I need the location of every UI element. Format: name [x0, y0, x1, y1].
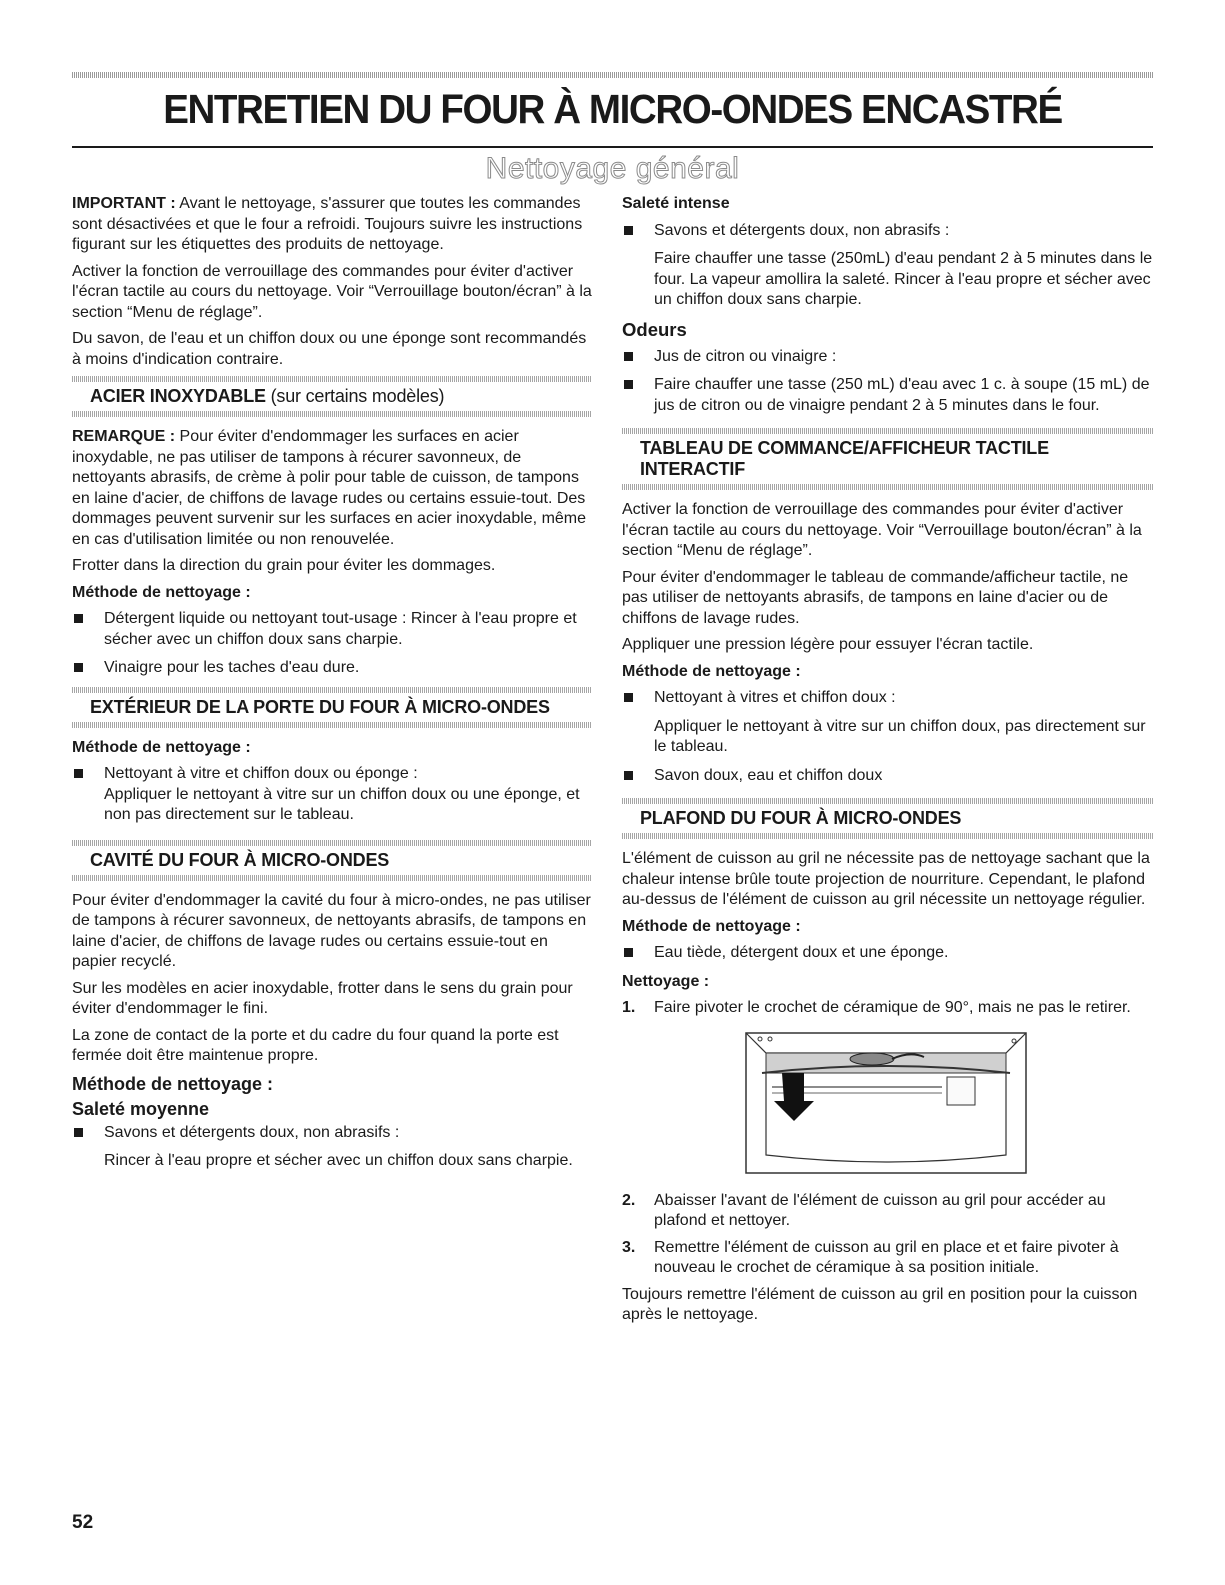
- method-label: Méthode de nettoyage :: [622, 662, 801, 680]
- hatch-rule: [72, 875, 592, 881]
- cavity-paragraph: Sur les modèles en acier inoxydable, frotter dans le sens du grain pour éviter d'endommager le fini.: [72, 979, 573, 1017]
- important-text: Avant le nettoyage, s'assurer que toutes les commandes sont désactivées et que le four a refroidi. Toujours suivre les instructions figurant sur les étiquettes des produits de nettoyage.: [72, 195, 583, 253]
- section-title: Nettoyage général: [485, 152, 740, 185]
- step-number: 3.: [622, 1238, 636, 1256]
- list-item: Savon doux, eau et chiffon doux: [622, 766, 1153, 787]
- stainless-heading-main: ACIER INOXYDABLE: [90, 386, 266, 406]
- important-paragraph: [72, 194, 592, 256]
- page-title: ENTRETIEN DU FOUR À MICRO-ONDES ENCASTRÉ: [163, 86, 1062, 132]
- step-text: Abaisser l'avant de l'élément de cuisson au gril pour accéder au plafond et nettoyer.: [654, 1191, 1106, 1229]
- panel-paragraph: Activer la fonction de verrouillage des commandes pour éviter d'activer l'écran tactile au cours du nettoyage. Voir “Verrouillage bouton/écran” à la section “Menu de réglage”.: [622, 501, 1142, 559]
- step-number: 2.: [622, 1191, 636, 1209]
- list-item: Vinaigre pour les taches d'eau dure.: [72, 658, 592, 679]
- closing-paragraph: Toujours remettre l'élément de cuisson au gril en position pour la cuisson après le nettoyage.: [622, 1285, 1138, 1323]
- heavy-soil-label: Saleté intense: [622, 195, 730, 212]
- list-item: Savons et détergents doux, non abrasifs :: [622, 221, 1153, 242]
- door-heading: EXTÉRIEUR DE LA PORTE DU FOUR À MICRO-ONDES: [90, 696, 550, 717]
- ceiling-heading-box: [622, 798, 1153, 839]
- list-item-title: Nettoyant à vitre et chiffon doux ou éponge :: [104, 765, 418, 782]
- list-item: Savons et détergents doux, non abrasifs :: [72, 1123, 592, 1144]
- list-item: Détergent liquide ou nettoyant tout-usage : Rincer à l'eau propre et sécher avec un chiffon doux sans charpie.: [72, 609, 592, 650]
- moderate-soil-label: Saleté moyenne: [72, 1098, 210, 1119]
- cavity-paragraph: Pour éviter d'endommager la cavité du four à micro-ondes, ne pas utiliser de tampons à récurer savonneux, de nettoyants abrasifs, de tampons en laine d'acier, de chiffons de lavage rudes ou certains essuie-tout en papier recyclé.: [72, 891, 591, 970]
- lock-paragraph: Activer la fonction de verrouillage des commandes pour éviter d'activer l'écran tactile au cours du nettoyage. Voir “Verrouillage bouton/écran” à la section “Menu de réglage”.: [72, 262, 592, 321]
- hatch-rule: [622, 484, 1153, 490]
- panel-heading: TABLEAU DE COMMANCE/AFFICHEUR TACTILE INTERACTIF: [640, 438, 1049, 479]
- door-heading-box: [72, 687, 592, 728]
- cavity-heading-box: [72, 840, 592, 881]
- stainless-heading-sub: (sur certains modèles): [265, 386, 445, 406]
- list-item: Nettoyant à vitres et chiffon doux :: [622, 688, 1153, 709]
- soap-paragraph: Du savon, de l'eau et un chiffon doux ou une éponge sont recommandés à moins d'indication contraire.: [72, 330, 587, 368]
- top-hatch-bar: [72, 72, 1153, 78]
- note-text: Pour éviter d'endommager les surfaces en acier inoxydable, ne pas utiliser de tampons à récurer savonneux, de nettoyants abrasifs, de crème à polir pour table de cuisson, de tampons en laine d'acier, de chiffons de lavage rudes ou certains essuie-tout. Des dommages peuvent survenir sur les surfaces en acier inoxydable, même en cas d'utilisation limitée ou non renouvelée.: [72, 428, 587, 548]
- step-text: Remettre l'élément de cuisson au gril en place et et faire pivoter à nouveau le crochet de céramique à sa position initiale.: [654, 1238, 1119, 1276]
- ceiling-paragraph: L'élément de cuisson au gril ne nécessite pas de nettoyage sachant que la chaleur intense brûle toute projection de nourriture. Cependant, le plafond au-dessus de l'élément de cuisson au gril nécessite un nettoyage régulier.: [622, 850, 1150, 908]
- panel-paragraph: Pour éviter d'endommager le tableau de commande/afficheur tactile, ne pas utiliser de nettoyants abrasifs, de tampons en laine d'acier ou de chiffons de lavage rudes.: [622, 568, 1129, 627]
- odors-label: Odeurs: [622, 318, 687, 340]
- cavity-heading: CAVITÉ DU FOUR À MICRO-ONDES: [90, 849, 390, 870]
- step-item: [622, 1238, 1153, 1279]
- important-label: IMPORTANT :: [72, 195, 176, 212]
- hatch-rule: [72, 376, 592, 382]
- hatch-rule: [72, 411, 592, 417]
- ceiling-heading: PLAFOND DU FOUR À MICRO-ONDES: [640, 808, 962, 828]
- hatch-rule: [72, 722, 592, 728]
- method-label: Méthode de nettoyage :: [72, 738, 251, 756]
- oven-ceiling-drawing: [742, 1029, 1032, 1177]
- note-label: REMARQUE :: [72, 428, 176, 445]
- hatch-rule: [622, 798, 1153, 804]
- step-item: [622, 1191, 1153, 1232]
- stainless-heading-box: [72, 376, 592, 417]
- hatch-rule: [72, 687, 592, 693]
- cavity-paragraph: La zone de contact de la porte et du cadre du four quand la porte est fermée doit être maintenue propre.: [72, 1026, 559, 1064]
- list-item-detail: Faire chauffer une tasse (250mL) d'eau pendant 2 à 5 minutes dans le four. La vapeur amollira la saleté. Rincer à l'eau propre et sécher avec un chiffon doux sans charpie.: [654, 250, 1153, 308]
- list-item-detail: Appliquer le nettoyant à vitre sur un chiffon doux ou une éponge, et non pas directement sur le tableau.: [104, 785, 580, 823]
- page-number: 52: [72, 1512, 94, 1533]
- list-item: Jus de citron ou vinaigre :: [622, 347, 1153, 368]
- list-item-detail: Rincer à l'eau propre et sécher avec un chiffon doux sans charpie.: [104, 1152, 573, 1169]
- oven-ceiling-illustration: [742, 1029, 1032, 1177]
- panel-paragraph: Appliquer une pression légère pour essuyer l'écran tactile.: [622, 636, 1034, 653]
- step-number: 1.: [622, 999, 636, 1016]
- grain-paragraph: Frotter dans la direction du grain pour éviter les dommages.: [72, 557, 496, 574]
- list-item: [72, 764, 592, 826]
- method-label: Méthode de nettoyage :: [622, 917, 801, 935]
- step-item: [622, 998, 1153, 1019]
- list-item: Faire chauffer une tasse (250 mL) d'eau avec 1 c. à soupe (15 mL) de jus de citron ou de vinaigre pendant 2 à 5 minutes dans le four.: [622, 375, 1153, 416]
- right-column: [622, 194, 1153, 1332]
- step-text: Faire pivoter le crochet de céramique de 90°, mais ne pas le retirer.: [654, 999, 1131, 1016]
- left-column: [72, 194, 592, 1180]
- method-label: Méthode de nettoyage :: [72, 1073, 274, 1094]
- list-item: Eau tiède, détergent doux et une éponge.: [622, 943, 1153, 964]
- hatch-rule: [72, 840, 592, 846]
- title-rule: [72, 146, 1153, 148]
- stainless-note: [72, 427, 592, 550]
- hatch-rule: [622, 833, 1153, 839]
- list-item-detail: Appliquer le nettoyant à vitre sur un chiffon doux, pas directement sur le tableau.: [654, 717, 1146, 755]
- steps-label: Nettoyage :: [622, 972, 710, 990]
- panel-heading-box: [622, 428, 1153, 490]
- hatch-rule: [622, 428, 1153, 434]
- stainless-heading: [72, 386, 592, 407]
- method-label: Méthode de nettoyage :: [72, 583, 251, 601]
